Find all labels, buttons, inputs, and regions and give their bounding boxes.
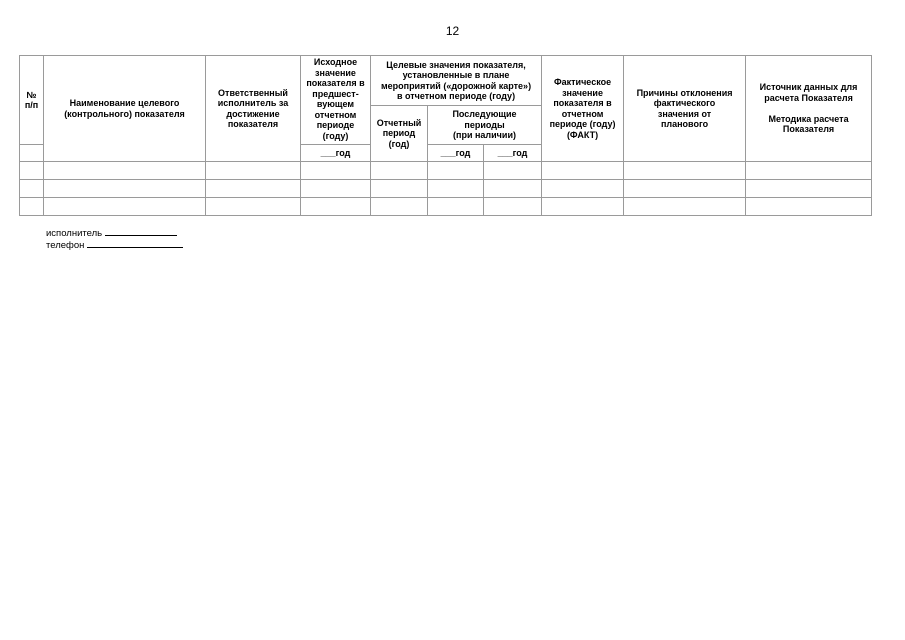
header-deviation-reasons: Причины отклонения фактического значения от планового — [624, 56, 746, 162]
table-cell — [542, 180, 624, 198]
table-cell — [428, 180, 484, 198]
table-cell — [428, 162, 484, 180]
table-row — [20, 198, 872, 216]
phone-label: телефон — [46, 240, 85, 251]
header-responsible-executor: Ответственный исполнитель за достижение показателя — [206, 56, 301, 162]
table-cell — [484, 180, 542, 198]
header-initial-value — [301, 56, 371, 145]
header-initial-value-text: Исходное значение показателя в предшест- вующем отчетном периоде (году) — [306, 57, 365, 141]
table-row — [20, 162, 872, 180]
indicator-report-table — [19, 55, 872, 216]
table-cell — [624, 198, 746, 216]
phone-line — [46, 238, 183, 251]
table-cell — [301, 198, 371, 216]
table-cell — [484, 162, 542, 180]
header-data-source-methodology: Источник данных для расчета Показателя Методика расчета Показателя — [746, 56, 872, 162]
table-cell — [624, 162, 746, 180]
executor-label: исполнитель — [46, 228, 103, 239]
header-target-reporting-period: Отчетный период (год) — [371, 106, 428, 162]
table-cell — [746, 180, 872, 198]
table-cell — [746, 162, 872, 180]
header-number: № п/п — [20, 56, 44, 145]
table-cell — [371, 180, 428, 198]
table-cell — [301, 162, 371, 180]
table-cell — [484, 198, 542, 216]
table-cell — [624, 180, 746, 198]
table-cell — [20, 180, 44, 198]
header-actual-value: Фактическое значение показателя в отчетном периоде (году) (ФАКТ) — [542, 56, 624, 162]
year-label-following-1: ___год — [428, 145, 484, 162]
table-cell — [20, 198, 44, 216]
year-label-initial: ___год — [301, 145, 371, 162]
table-cell — [542, 198, 624, 216]
table-cell — [428, 198, 484, 216]
table-cell — [20, 162, 44, 180]
table-cell — [371, 198, 428, 216]
table-cell — [206, 162, 301, 180]
page-number: 12 — [445, 24, 460, 38]
header-number-blank — [20, 145, 44, 162]
header-target-following-periods: Последующие периоды (при наличии) — [428, 106, 542, 145]
table-row — [20, 180, 872, 198]
table-cell — [542, 162, 624, 180]
executor-blank — [105, 226, 177, 236]
table-cell — [44, 162, 206, 180]
table-cell — [44, 198, 206, 216]
table-cell — [44, 180, 206, 198]
header-indicator-name: Наименование целевого (контрольного) показателя — [44, 56, 206, 162]
table-cell — [206, 180, 301, 198]
table-cell — [206, 198, 301, 216]
phone-blank — [87, 238, 183, 248]
table-cell — [371, 162, 428, 180]
table-cell — [746, 198, 872, 216]
header-target-values: Целевые значения показателя, установленные в плане мероприятий («дорожной карте») в отчетном периоде (году) — [371, 56, 542, 106]
year-label-following-2: ___год — [484, 145, 542, 162]
table-cell — [301, 180, 371, 198]
